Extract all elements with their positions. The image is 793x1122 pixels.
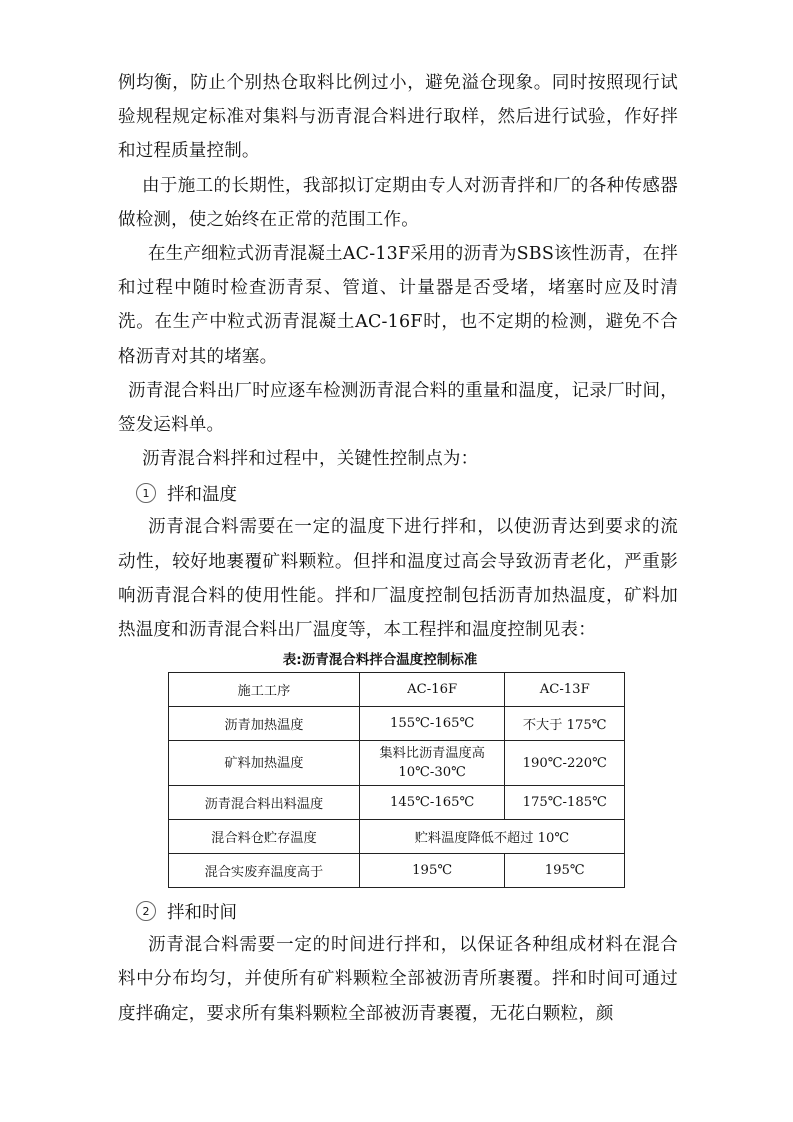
table-cell: 不大于 175℃ — [505, 707, 625, 741]
table-cell: 沥青混合料出料温度 — [169, 786, 360, 820]
document-page — [118, 66, 678, 1031]
circled-number-2: 2 — [136, 901, 156, 921]
section-heading-2 — [118, 894, 678, 928]
section-heading-1-text: 拌和温度 — [167, 484, 237, 505]
paragraph-7: 沥青混合料需要一定的时间进行拌和，以保证各种组成材料在混合料中分布均匀，并使所有矿料颗粒全部被沥青所裹覆。拌和时间可通过度拌确定，要求所有集料颗粒全部被沥青裹覆，无花白颗粒，颜 — [118, 935, 678, 1024]
table-header-row — [169, 673, 625, 707]
table-cell: 195℃ — [505, 854, 625, 888]
table-cell: 沥青加热温度 — [169, 707, 360, 741]
circled-number-1: 1 — [136, 483, 156, 503]
table-cell: 195℃ — [359, 854, 505, 888]
table-cell-merged: 贮料温度降低不超过 10℃ — [359, 820, 624, 854]
table-cell: 混合实废弃温度高于 — [169, 854, 360, 888]
paragraph-5: 沥青混合料拌和过程中，关键性控制点为： — [142, 449, 479, 470]
table-row — [169, 741, 625, 786]
table-cell: 190℃-220℃ — [505, 741, 625, 786]
table-row — [169, 820, 625, 854]
table-row — [169, 707, 625, 741]
section-heading-1 — [118, 476, 678, 510]
table-cell: 矿料加热温度 — [169, 741, 360, 786]
table-header-cell: 施工工序 — [169, 673, 360, 707]
paragraph-1: 例均衡，防止个别热仓取料比例过小，避免溢仓现象。同时按照现行试验规程规定标准对集料与沥青混合料进行取样，然后进行试验，作好拌和过程质量控制。 — [118, 73, 678, 162]
paragraph-4: 沥青混合料出厂时应逐车检测沥青混合料的重量和温度，记录厂时间，签发运料单。 — [118, 380, 678, 436]
table-caption: 表:沥青混合料拌合温度控制标准 — [282, 652, 478, 669]
temperature-table — [168, 672, 625, 888]
paragraph-3: 在生产细粒式沥青混凝土AC-13F采用的沥青为SBS该性沥青，在拌和过程中随时检查沥青泵、管道、计量器是否受堵，堵塞时应及时清洗。在生产中粒式沥青混凝土AC-16F时，也不定期的检测，避免不合格沥青对其的堵塞。 — [118, 244, 678, 367]
paragraph-2: 由于施工的长期性，我部拟订定期由专人对沥青拌和厂的各种传感器做检测，使之始终在正常的范围工作。 — [118, 175, 678, 230]
table-cell: 155℃-165℃ — [359, 707, 505, 741]
table-cell: 混合料仓贮存温度 — [169, 820, 360, 854]
section-heading-2-text: 拌和时间 — [167, 902, 237, 923]
table-cell: 集料比沥青温度高 10℃-30℃ — [359, 741, 505, 786]
paragraph-6: 沥青混合料需要在一定的温度下进行拌和，以使沥青达到要求的流动性，较好地裹覆矿料颗粒。但拌和温度过高会导致沥青老化，严重影响沥青混合料的使用性能。拌和厂温度控制包括沥青加热温度，矿料加热温度和沥青混合料出厂温度等，本工程拌和温度控制见表： — [118, 517, 678, 641]
table-header-cell: AC-13F — [505, 673, 625, 707]
table-header-cell: AC-16F — [359, 673, 505, 707]
table-row — [169, 786, 625, 820]
table-cell: 145℃-165℃ — [359, 786, 505, 820]
table-row — [169, 854, 625, 888]
table-cell: 175℃-185℃ — [505, 786, 625, 820]
